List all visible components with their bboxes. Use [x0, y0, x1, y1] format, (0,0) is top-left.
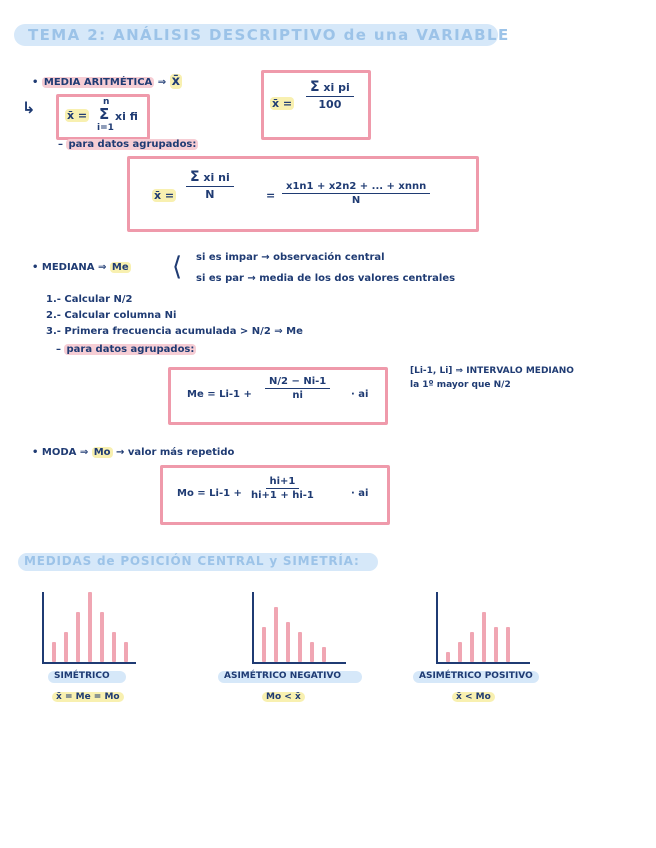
moda-desc: → valor más repetido [116, 447, 235, 458]
bullet: • [32, 77, 42, 88]
mediana-formula-tail: · ai [351, 389, 369, 400]
mediana-step-2: 2.- Calcular columna Ni [46, 310, 177, 321]
moda-formula-den: hi+1 + hi-1 [251, 490, 314, 501]
formula1-lhs: x̄ = [67, 109, 88, 122]
mediana-formula-fraction [265, 376, 330, 401]
formula-box-media-grouped: x̄ = $\frac{\text{Σ xi ni}}{N}$ = $\frac{\text{x1n1 + x2n2 + ... + xnnn}}{N}$ [127, 156, 479, 232]
mediana-step-3: 3.- Primera frecuencia acumulada > N/2 ⇒ Me [46, 326, 303, 337]
mediana-symbol: Me [111, 262, 129, 273]
mediana-formula-lhs: Me = Li-1 + [187, 389, 252, 400]
sum-top: n [103, 97, 110, 107]
chart-bar [52, 642, 56, 662]
section2-title: MEDIDAS de POSICIÓN CENTRAL y SIMETRÍA: [24, 554, 360, 568]
chart-relation: x̄ = Me = Mo [52, 692, 124, 702]
chart-bar [88, 592, 92, 662]
moda-formula-num: hi+1 [266, 476, 300, 489]
chart-bar [64, 632, 68, 662]
formula-box-mediana [168, 367, 388, 425]
chart-bar [124, 642, 128, 662]
sigma-icon: Σ [190, 169, 200, 185]
chart-x-axis [436, 662, 530, 664]
mediana-heading-row: • MEDIANA ⇒ Me [32, 262, 129, 273]
chart-bar [262, 627, 266, 662]
chart-bar [100, 612, 104, 662]
chart-relation: Mo < x̄ [262, 692, 305, 702]
formula3-lhs: x̄ = [154, 189, 175, 202]
formula-box-media-percent [261, 70, 371, 140]
formula2-lhs: x̄ = [272, 97, 293, 110]
moda-formula-fraction [251, 476, 314, 501]
media-grouped-row: – para datos agrupados: [58, 139, 197, 150]
chart-relation: x̄ < Mo [452, 692, 495, 702]
formula-box-media-simple [56, 94, 150, 140]
mediana-step-1: 1.- Calcular N/2 [46, 294, 133, 305]
hook-arrow-icon: ↳ [22, 98, 36, 117]
arrow: ⇒ [157, 77, 167, 88]
chart-bar [310, 642, 314, 662]
mediana-heading: MEDIANA [41, 262, 95, 273]
chart-y-axis [42, 592, 44, 662]
formula3-rhs-fraction [282, 181, 430, 206]
formula2-fraction [306, 79, 354, 111]
chart-y-axis [436, 592, 438, 662]
brace-icon: ⟨ [172, 252, 183, 282]
media-grouped-label: para datos agrupados: [68, 139, 197, 150]
chart-bar [482, 612, 486, 662]
formula2-num: xi pi [323, 81, 350, 94]
page-title: TEMA 2: ANÁLISIS DESCRIPTIVO de una VARIABLE [28, 26, 510, 44]
formula-box-moda [160, 465, 390, 525]
chart-bar [506, 627, 510, 662]
formula3-den: N [205, 188, 215, 201]
chart-bar [458, 642, 462, 662]
chart-bar [494, 627, 498, 662]
moda-heading-row: • MODA ⇒ Mo → valor más repetido [32, 447, 235, 458]
chart-label: SIMÉTRICO [54, 671, 110, 681]
moda-heading: MODA [41, 447, 77, 458]
chart-y-axis [252, 592, 254, 662]
mediana-note-2: la 1º mayor que N/2 [410, 380, 511, 390]
formula2-den: 100 [318, 98, 342, 111]
sum-bottom: i=1 [97, 123, 114, 133]
media-heading-row [32, 74, 182, 89]
media-symbol: x̄ [171, 74, 181, 89]
chart-label: ASIMÉTRICO POSITIVO [419, 671, 533, 681]
mediana-case-even: si es par → media de los dos valores centrales [196, 273, 456, 284]
mediana-grouped-label: para datos agrupados: [66, 344, 195, 355]
formula3-num: xi ni [203, 171, 230, 184]
mediana-formula-num: N/2 − Ni-1 [265, 376, 330, 389]
media-heading: MEDIA ARITMÉTICA [43, 77, 153, 88]
chart-label: ASIMÉTRICO NEGATIVO [224, 671, 341, 681]
chart-bar [322, 647, 326, 662]
sigma-icon: Σ [99, 105, 110, 123]
chart-bar [470, 632, 474, 662]
chart-x-axis [252, 662, 346, 664]
chart-bar [112, 632, 116, 662]
moda-symbol: Mo [93, 447, 111, 458]
mediana-case-odd: si es impar → observación central [196, 252, 385, 263]
chart-x-axis [42, 662, 136, 664]
mediana-grouped-row: – para datos agrupados: [56, 344, 195, 355]
formula1-term: xi fi [115, 110, 138, 123]
chart-bar [286, 622, 290, 662]
formula3-rhs-den: N [351, 195, 361, 206]
moda-formula-tail: · ai [351, 488, 369, 499]
chart-bar [76, 612, 80, 662]
sigma-icon: Σ [310, 79, 320, 95]
chart-bar [298, 632, 302, 662]
chart-bar [446, 652, 450, 662]
mediana-formula-den: ni [292, 390, 303, 401]
formula3-fraction [186, 169, 234, 201]
formula3-rhs-num: x1n1 + x2n2 + ... + xnnn [282, 181, 430, 194]
moda-formula-lhs: Mo = Li-1 + [177, 488, 242, 499]
chart-bar [274, 607, 278, 662]
mediana-note-1: [Li-1, Li] ⇒ INTERVALO MEDIANO [410, 366, 574, 376]
